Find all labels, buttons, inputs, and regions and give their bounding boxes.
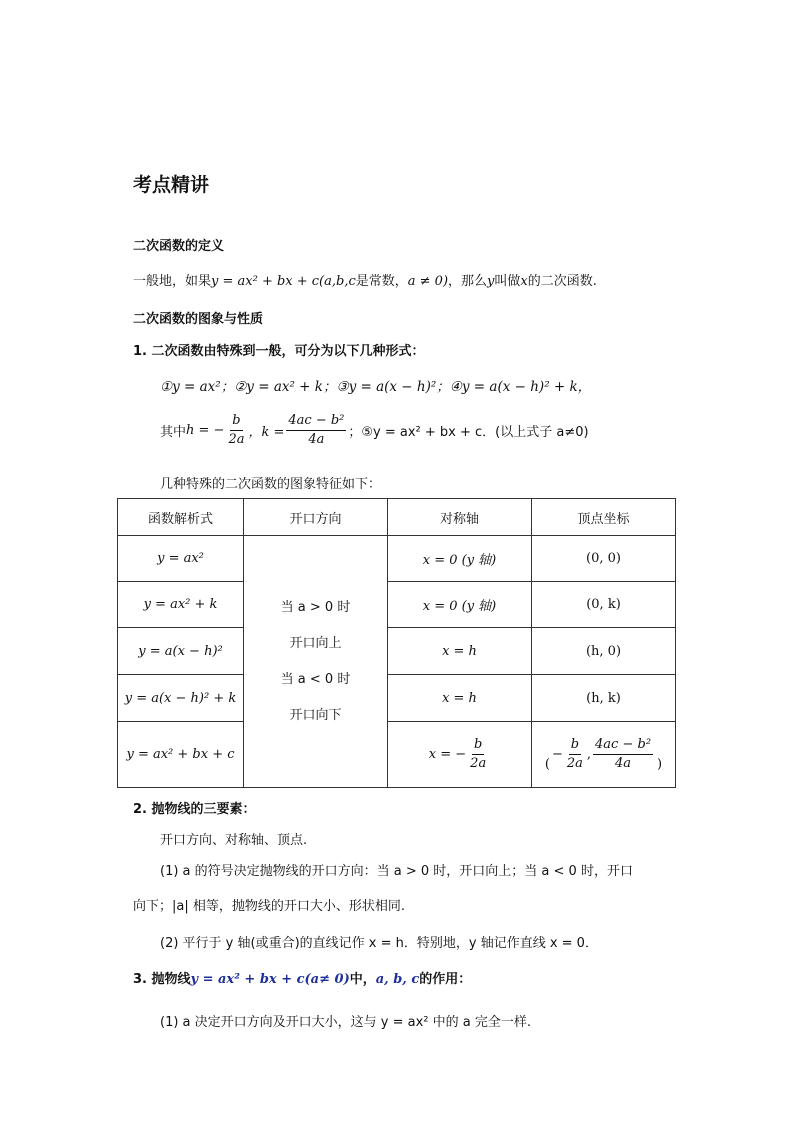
- table-header: 对称轴: [388, 499, 532, 536]
- definition-paragraph: [133, 270, 597, 289]
- def-text-2: 是常数，: [355, 274, 408, 289]
- table-intro: 几种特殊的二次函数的图象特征如下：: [160, 477, 382, 492]
- item-3-text-b: 中，: [349, 972, 376, 987]
- item-3-abc: a, b, c: [375, 972, 420, 987]
- point-1-line-b: 向下；|a| 相等，抛物线的开口大小、形状相同.: [133, 899, 405, 914]
- item-2-heading: 2. 抛物线的三要素：: [133, 802, 256, 817]
- table-cell-axis: x = h: [388, 628, 532, 675]
- form-5-text: ；⑤y = ax² + bx + c．(以上式子 a≠0): [348, 425, 589, 440]
- def-condition: a ≠ 0): [407, 274, 449, 289]
- item-1-heading: 1. 二次函数由特殊到一般，可分为以下几种形式：: [133, 344, 425, 359]
- point-2: (2) 平行于 y 轴(或重合)的直线记作 x = h．特别地，y 轴记作直线 x = 0．: [160, 936, 598, 951]
- vertex-fraction-x: $\frac{b}{2a}$: [566, 737, 583, 771]
- table-cell-function: y = a(x − h)² + k: [118, 675, 244, 722]
- table-cell-direction: [244, 536, 388, 788]
- three-elements: 开口方向、对称轴、顶点.: [160, 833, 308, 848]
- table-cell-function: y = ax² + k: [118, 582, 244, 628]
- k-fraction: $\frac{\text{4ac − b²}}{4a}$: [288, 413, 345, 447]
- item-3-heading: [133, 968, 471, 987]
- table-cell-function: y = ax² + bx + c: [118, 722, 244, 788]
- where-text: 其中: [160, 425, 187, 440]
- table-cell-axis: x = 0 (y 轴): [388, 582, 532, 628]
- table-cell-vertex: ( − $\frac{b}{2a}$ , $\frac{\text{4ac − b²}}{4a}$ ): [532, 722, 676, 788]
- table-cell-vertex: (0, 0): [532, 536, 676, 582]
- table-header: 顶点坐标: [532, 499, 676, 536]
- direction-up: 开口向上: [289, 635, 342, 651]
- def-var-x: x: [520, 274, 528, 289]
- def-text-1: 一般地，如果: [133, 274, 212, 289]
- direction-down: 开口向下: [289, 707, 342, 723]
- table-cell-axis: x = − $\frac{b}{2a}$: [388, 722, 532, 788]
- def-var-y: y: [487, 274, 495, 289]
- table-header: 开口方向: [244, 499, 388, 536]
- table-cell-axis: x = h: [388, 675, 532, 722]
- section-title-graph: 二次函数的图象与性质: [133, 312, 264, 327]
- vertex-fraction-y: $\frac{\text{4ac − b²}}{4a}$: [595, 737, 652, 771]
- features-table: [117, 498, 676, 788]
- point-3-1: (1) a 决定开口方向及开口大小，这与 y = ax² 中的 a 完全一样.: [160, 1015, 531, 1030]
- where-line: [160, 413, 589, 448]
- def-text-5: 的二次函数.: [527, 274, 597, 289]
- def-equation: y = ax² + bx + c(a,b,c: [211, 274, 356, 289]
- section-title-definition: 二次函数的定义: [133, 239, 225, 254]
- table-cell-vertex: (h, 0): [532, 628, 676, 675]
- axis-fraction: $\frac{b}{2a}$: [470, 737, 487, 771]
- table-cell-vertex: (0, k): [532, 582, 676, 628]
- table-cell-function: y = ax²: [118, 536, 244, 582]
- page-heading: 考点精讲: [133, 174, 210, 196]
- table-cell-axis: x = 0 (y 轴): [388, 536, 532, 582]
- direction-cond-negative: 当 a < 0 时: [280, 671, 351, 687]
- table-cell-vertex: (h, k): [532, 675, 676, 722]
- table-cell-function: y = a(x − h)²: [118, 628, 244, 675]
- item-3-equation: y = ax² + bx + c(a≠ 0): [190, 972, 350, 987]
- table-header: 函数解析式: [118, 499, 244, 536]
- direction-cond-positive: 当 a > 0 时: [280, 599, 351, 615]
- def-text-4: 叫做: [494, 274, 521, 289]
- h-equation: h = −: [186, 423, 225, 438]
- h-fraction: $\frac{b}{2a}$: [228, 413, 245, 447]
- def-text-3: ，那么: [448, 274, 488, 289]
- item-3-text-c: 的作用：: [419, 972, 472, 987]
- point-1-line-a: (1) a 的符号决定抛物线的开口方向：当 a > 0 时，开口向上；当 a < 0 时，开口: [160, 864, 633, 879]
- forms-line: ①y = ax²；②y = ax² + k；③y = a(x − h)²；④y = a(x − h)² + k，: [160, 379, 592, 395]
- item-3-text-a: 3. 抛物线: [133, 972, 191, 987]
- k-equation: ，k =: [248, 425, 285, 440]
